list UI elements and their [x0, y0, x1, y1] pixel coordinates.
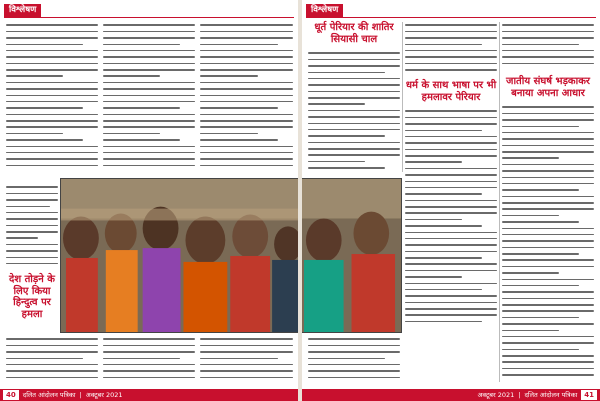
body-text-line [308, 103, 365, 105]
body-text-line [502, 298, 594, 300]
headline-1: धूर्त पेरियार की शातिर सियासी चाल [314, 22, 394, 45]
body-text-line [502, 170, 594, 172]
crowd-photo-left [60, 178, 298, 333]
body-text-line [502, 215, 559, 217]
body-text-line [405, 283, 497, 285]
body-text-line [502, 279, 594, 281]
body-text-line [405, 206, 497, 208]
body-text-line [502, 266, 594, 268]
body-text-line [6, 139, 83, 141]
body-text-line [405, 314, 497, 316]
body-text-line [405, 302, 497, 304]
body-text-line [6, 44, 83, 46]
body-text-line [200, 69, 293, 71]
article-column-6-top [502, 22, 594, 74]
body-text-line [6, 50, 98, 52]
body-text-line [200, 95, 293, 97]
body-text-line [405, 110, 497, 112]
body-text-line [6, 338, 98, 340]
body-text-line [6, 95, 98, 97]
body-text-line [502, 330, 559, 332]
page-footer: अक्टूबर 2021 | दलित आंदोलन पत्रिका 41 [302, 389, 600, 401]
body-text-line [502, 44, 579, 46]
body-text-line [405, 270, 497, 272]
body-text-line [103, 44, 180, 46]
body-text-line [502, 196, 594, 198]
body-text-line [200, 50, 293, 52]
body-text-line [200, 82, 293, 84]
body-text-line [502, 183, 594, 185]
body-text-line [502, 56, 594, 58]
body-text-line [103, 146, 195, 148]
headline-3: जातीय संघर्ष भड़काकर बनाया अपना आधार [506, 76, 590, 99]
body-text-line [405, 69, 497, 71]
body-text-line [200, 56, 293, 58]
page-footer: 40 दलित आंदोलन पत्रिका | अक्टूबर 2021 [0, 389, 298, 401]
body-text-line [6, 88, 98, 90]
body-text-line [405, 149, 497, 151]
body-text-line [308, 148, 400, 150]
body-text-line [6, 263, 58, 265]
header-rule [306, 17, 596, 18]
body-text-line [6, 199, 58, 201]
body-text-line [103, 345, 195, 347]
body-text-line [405, 155, 497, 157]
body-text-line [502, 119, 594, 121]
body-text-line [502, 63, 594, 65]
article-column-4-bottom [308, 336, 400, 386]
body-text-line [308, 123, 400, 125]
header-rule [4, 17, 294, 18]
body-text-line [103, 56, 195, 58]
body-text-line [502, 317, 579, 319]
body-text-line [6, 231, 58, 233]
body-text-line [405, 193, 482, 195]
body-text-line [6, 244, 58, 246]
body-text-line [6, 225, 58, 227]
body-text-line [200, 31, 293, 33]
body-text-line [6, 158, 98, 160]
body-text-line [502, 323, 594, 325]
body-text-line [502, 113, 594, 115]
body-text-line [405, 50, 497, 52]
body-text-line [502, 106, 594, 108]
body-text-line [308, 116, 400, 118]
body-text-line [502, 132, 594, 134]
body-text-line [200, 370, 293, 372]
body-text-line [502, 234, 594, 236]
body-text-line [405, 263, 497, 265]
body-text-line [308, 72, 385, 74]
body-text-line [6, 345, 98, 347]
body-text-line [502, 208, 594, 210]
body-text-line [405, 295, 497, 297]
body-text-line [502, 355, 594, 357]
body-text-line [405, 123, 497, 125]
body-text-line [103, 126, 195, 128]
body-text-line [103, 370, 195, 372]
publication-name: दलित आंदोलन पत्रिका [22, 391, 76, 399]
article-column-3 [200, 22, 293, 197]
body-text-line [6, 24, 98, 26]
body-text-line [103, 82, 195, 84]
body-text-line [200, 63, 293, 65]
body-text-line [6, 63, 98, 65]
body-text-line [405, 212, 497, 214]
body-text-line [200, 24, 293, 26]
body-text-line [6, 186, 58, 188]
body-text-line [103, 75, 160, 77]
body-text-line [200, 44, 278, 46]
left-page [0, 0, 298, 401]
body-text-line [6, 358, 83, 360]
body-text-line [308, 129, 400, 131]
body-text-line [200, 139, 278, 141]
body-text-line [200, 114, 293, 116]
article-column-5 [405, 108, 497, 330]
body-text-line [308, 161, 365, 163]
headline-2: धर्म के साथ भाषा पर भी हमलावर पेरियार [405, 80, 497, 103]
body-text-line [405, 174, 497, 176]
body-text-line [502, 291, 594, 293]
body-text-line [405, 161, 462, 163]
body-text-line [308, 78, 400, 80]
body-text-line [308, 52, 400, 54]
article-column-2-bottom [103, 336, 195, 386]
body-text-line [502, 31, 594, 33]
body-text-line [405, 244, 497, 246]
body-text-line [502, 304, 594, 306]
body-text-line [405, 232, 497, 234]
body-text-line [502, 285, 579, 287]
body-text-line [502, 177, 594, 179]
body-text-line [405, 117, 497, 119]
article-column-2 [103, 22, 195, 197]
body-text-line [308, 135, 385, 137]
body-text-line [103, 377, 195, 379]
body-text-line [6, 152, 98, 154]
body-text-line [405, 225, 482, 227]
body-text-line [308, 351, 400, 353]
body-text-line [6, 37, 98, 39]
body-text-line [200, 75, 258, 77]
body-text-line [200, 338, 293, 340]
body-text-line [6, 212, 58, 214]
body-text-line [6, 75, 63, 77]
body-text-line [6, 364, 98, 366]
body-text-line [103, 24, 195, 26]
body-text-line [6, 101, 98, 103]
headline-3-block [502, 76, 594, 102]
body-text-line [308, 110, 400, 112]
body-text-line [308, 91, 400, 93]
body-text-line [6, 370, 98, 372]
body-text-line [200, 158, 293, 160]
body-text-line [405, 142, 497, 144]
body-text-line [6, 351, 98, 353]
body-text-line [200, 101, 293, 103]
page-number: 40 [3, 390, 19, 400]
body-text-line [405, 219, 462, 221]
body-text-line [103, 120, 195, 122]
body-text-line [103, 364, 195, 366]
body-text-line [103, 107, 180, 109]
body-text-line [405, 136, 497, 138]
body-text-line [308, 364, 400, 366]
body-text-line [6, 165, 98, 167]
body-text-line [6, 257, 58, 259]
body-text-line [103, 63, 195, 65]
article-column-4 [308, 50, 400, 174]
body-text-line [6, 206, 50, 208]
body-text-line [103, 351, 195, 353]
body-text-line [405, 200, 497, 202]
body-text-line [200, 345, 293, 347]
body-text-line [308, 59, 400, 61]
body-text-line [308, 377, 400, 379]
article-column-1-bottom [6, 336, 98, 386]
body-text-line [200, 377, 293, 379]
body-text-line [405, 238, 497, 240]
body-text-line [6, 126, 98, 128]
body-text-line [6, 377, 98, 379]
body-text-line [502, 189, 579, 191]
body-text-line [502, 50, 594, 52]
section-label: विश्लेषण [306, 4, 343, 17]
body-text-line [405, 257, 482, 259]
body-text-line [200, 364, 293, 366]
body-text-line [502, 228, 594, 230]
body-text-line [405, 181, 497, 183]
body-text-line [405, 168, 497, 170]
body-text-line [308, 167, 385, 169]
body-text-line [308, 154, 400, 156]
body-text-line [405, 31, 497, 33]
body-text-line [405, 63, 497, 65]
body-text-line [405, 37, 497, 39]
publication-name: दलित आंदोलन पत्रिका [524, 391, 578, 399]
headline-2-block [405, 80, 497, 106]
body-text-line [405, 56, 497, 58]
body-text-line [6, 133, 63, 135]
body-text-line [308, 65, 400, 67]
body-text-line [200, 351, 293, 353]
body-text-line [200, 146, 293, 148]
article-column-3-bottom [200, 336, 293, 386]
body-text-line [200, 37, 293, 39]
crowd-photo-right [302, 178, 402, 333]
body-text-line [200, 358, 278, 360]
body-text-line [6, 31, 98, 33]
body-text-line [308, 345, 400, 347]
body-text-line [103, 37, 195, 39]
body-text-line [502, 272, 559, 274]
body-text-line [502, 164, 594, 166]
body-text-line [308, 338, 400, 340]
body-text-line [200, 107, 278, 109]
body-text-line [103, 133, 160, 135]
body-text-line [103, 165, 195, 167]
body-text-line [502, 310, 594, 312]
body-text-line [6, 120, 98, 122]
body-text-line [502, 368, 594, 370]
body-text-line [103, 50, 195, 52]
body-text-line [308, 84, 400, 86]
body-text-line [308, 142, 400, 144]
issue-date: अक्टूबर 2021 [85, 391, 123, 399]
body-text-line [103, 69, 195, 71]
body-text-line [6, 82, 98, 84]
article-column-5-top [405, 22, 497, 78]
body-text-line [405, 187, 497, 189]
article-column-1 [6, 22, 98, 197]
body-text-line [405, 289, 482, 291]
body-text-line [405, 130, 482, 132]
body-text-line [6, 69, 98, 71]
body-text-line [103, 358, 180, 360]
body-text-line [6, 107, 83, 109]
article-headline: देश तोड़ने के लिए किया हिन्दुत्व पर हमला [9, 274, 55, 320]
body-text-line [502, 221, 579, 223]
body-text-line [103, 95, 195, 97]
article-column-1-lower [6, 184, 58, 274]
body-text-line [103, 152, 195, 154]
body-text-line [6, 146, 98, 148]
body-text-line [103, 101, 195, 103]
body-text-line [405, 308, 497, 310]
body-text-line [502, 157, 559, 159]
body-text-line [103, 338, 195, 340]
body-text-line [502, 349, 579, 351]
column-divider [402, 22, 403, 172]
body-text-line [502, 253, 579, 255]
body-text-line [200, 126, 293, 128]
article-column-6 [502, 104, 594, 386]
body-text-line [103, 114, 195, 116]
body-text-line [502, 247, 594, 249]
column-divider [499, 22, 500, 382]
body-text-line [502, 151, 594, 153]
body-text-line [6, 218, 58, 220]
body-text-line [405, 44, 482, 46]
body-text-line [405, 24, 497, 26]
body-text-line [6, 193, 58, 195]
body-text-line [502, 138, 594, 140]
body-text-line [103, 139, 180, 141]
body-text-line [200, 88, 293, 90]
body-text-line [308, 97, 400, 99]
body-text-line [502, 361, 594, 363]
body-text-line [103, 158, 195, 160]
body-text-line [103, 31, 195, 33]
body-text-line [502, 202, 594, 204]
section-label: विश्लेषण [4, 4, 41, 17]
body-text-line [308, 358, 385, 360]
body-text-line [200, 133, 258, 135]
body-text-line [6, 114, 98, 116]
body-text-line [502, 259, 594, 261]
body-text-line [308, 370, 400, 372]
issue-date: अक्टूबर 2021 [477, 391, 515, 399]
headline-block [4, 274, 60, 320]
body-text-line [103, 88, 195, 90]
body-text-line [502, 24, 594, 26]
body-text-line [405, 321, 482, 323]
body-text-line [502, 240, 594, 242]
page-number: 41 [581, 390, 597, 400]
body-text-line [405, 276, 462, 278]
body-text-line [6, 237, 38, 239]
body-text-line [405, 251, 497, 253]
body-text-line [502, 336, 594, 338]
body-text-line [200, 152, 293, 154]
body-text-line [502, 374, 594, 376]
body-text-line [200, 120, 293, 122]
body-text-line [502, 145, 594, 147]
body-text-line [502, 37, 594, 39]
headline-1-block [308, 22, 400, 48]
body-text-line [200, 165, 293, 167]
body-text-line [6, 250, 58, 252]
body-text-line [502, 126, 579, 128]
body-text-line [502, 342, 594, 344]
right-page [302, 0, 600, 401]
body-text-line [6, 56, 98, 58]
